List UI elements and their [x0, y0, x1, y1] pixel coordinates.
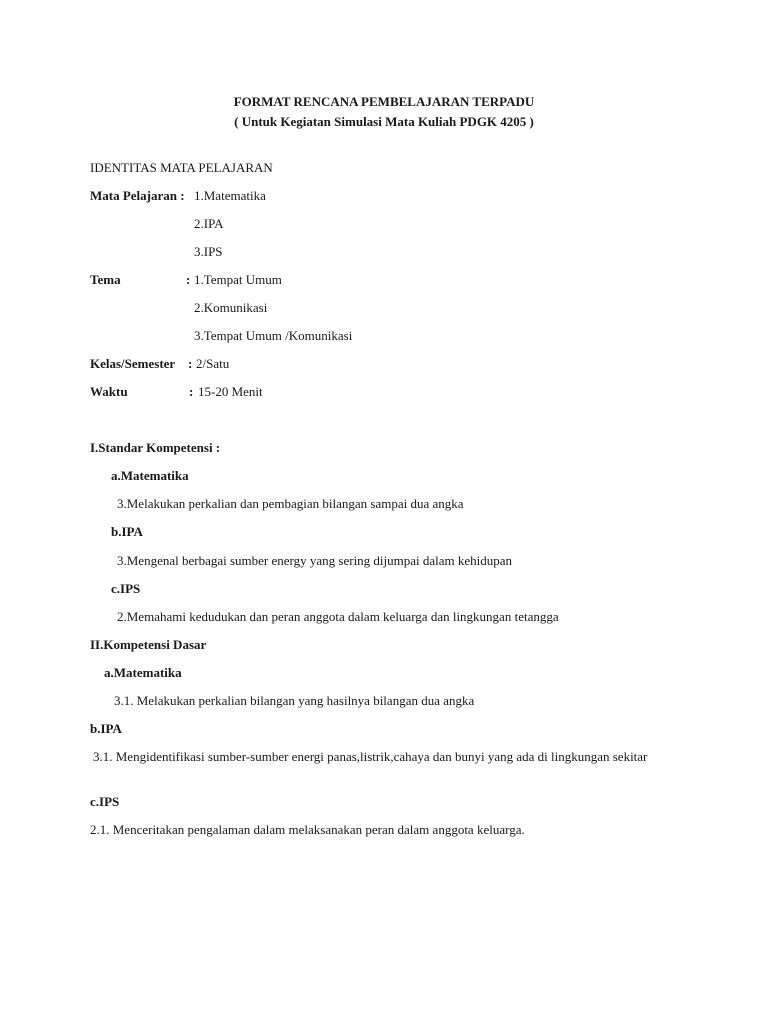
tema-label: Tema	[90, 272, 121, 287]
kelas-colon: :	[188, 356, 193, 371]
waktu-colon: :	[189, 384, 194, 399]
document-title: FORMAT RENCANA PEMBELAJARAN TERPADU	[233, 94, 535, 109]
dasar-ipa-text: 3.1. Mengidentifikasi sumber-sumber energi panas,listrik,cahaya dan bunyi yang ada di lingkungan sekitar	[93, 749, 648, 764]
mapel-item: 1.Matematika	[194, 188, 266, 203]
standar-ips-label: c.IPS	[111, 581, 141, 596]
kelas-value: 2/Satu	[196, 356, 230, 371]
standar-heading: I.Standar Kompetensi :	[90, 440, 221, 455]
dasar-heading: II.Kompetensi Dasar	[90, 637, 207, 652]
standar-ipa-label: b.IPA	[111, 524, 143, 539]
tema-item: 1.Tempat Umum	[194, 272, 282, 287]
standar-mtk-text: 3.Melakukan perkalian dan pembagian bilangan sampai dua angka	[117, 496, 464, 511]
dasar-mtk-text: 3.1. Melakukan perkalian bilangan yang hasilnya bilangan dua angka	[114, 693, 475, 708]
tema-colon: :	[186, 272, 191, 287]
tema-item: 3.Tempat Umum /Komunikasi	[194, 328, 353, 343]
dasar-mtk-label: a.Matematika	[104, 665, 182, 680]
dasar-ipa-label: b.IPA	[90, 721, 122, 736]
kelas-label: Kelas/Semester	[90, 356, 176, 371]
document-subtitle: ( Untuk Kegiatan Simulasi Mata Kuliah PDGK 4205 )	[234, 114, 534, 129]
dasar-ips-text: 2.1. Menceritakan pengalaman dalam melaksanakan peran dalam anggota keluarga.	[90, 822, 525, 837]
dasar-ips-label: c.IPS	[90, 794, 120, 809]
identity-heading: IDENTITAS MATA PELAJARAN	[90, 160, 273, 175]
mapel-item: 3.IPS	[194, 244, 223, 259]
tema-item: 2.Komunikasi	[194, 300, 268, 315]
standar-ipa-text: 3.Mengenal berbagai sumber energy yang sering dijumpai dalam kehidupan	[117, 553, 513, 568]
standar-ips-text: 2.Memahami kedudukan dan peran anggota dalam keluarga dan lingkungan tetangga	[117, 609, 559, 624]
standar-mtk-label: a.Matematika	[111, 468, 189, 483]
waktu-label: Waktu	[90, 384, 128, 399]
mapel-label: Mata Pelajaran :	[90, 188, 185, 203]
mapel-item: 2.IPA	[194, 216, 224, 231]
waktu-value: 15-20 Menit	[198, 384, 263, 399]
